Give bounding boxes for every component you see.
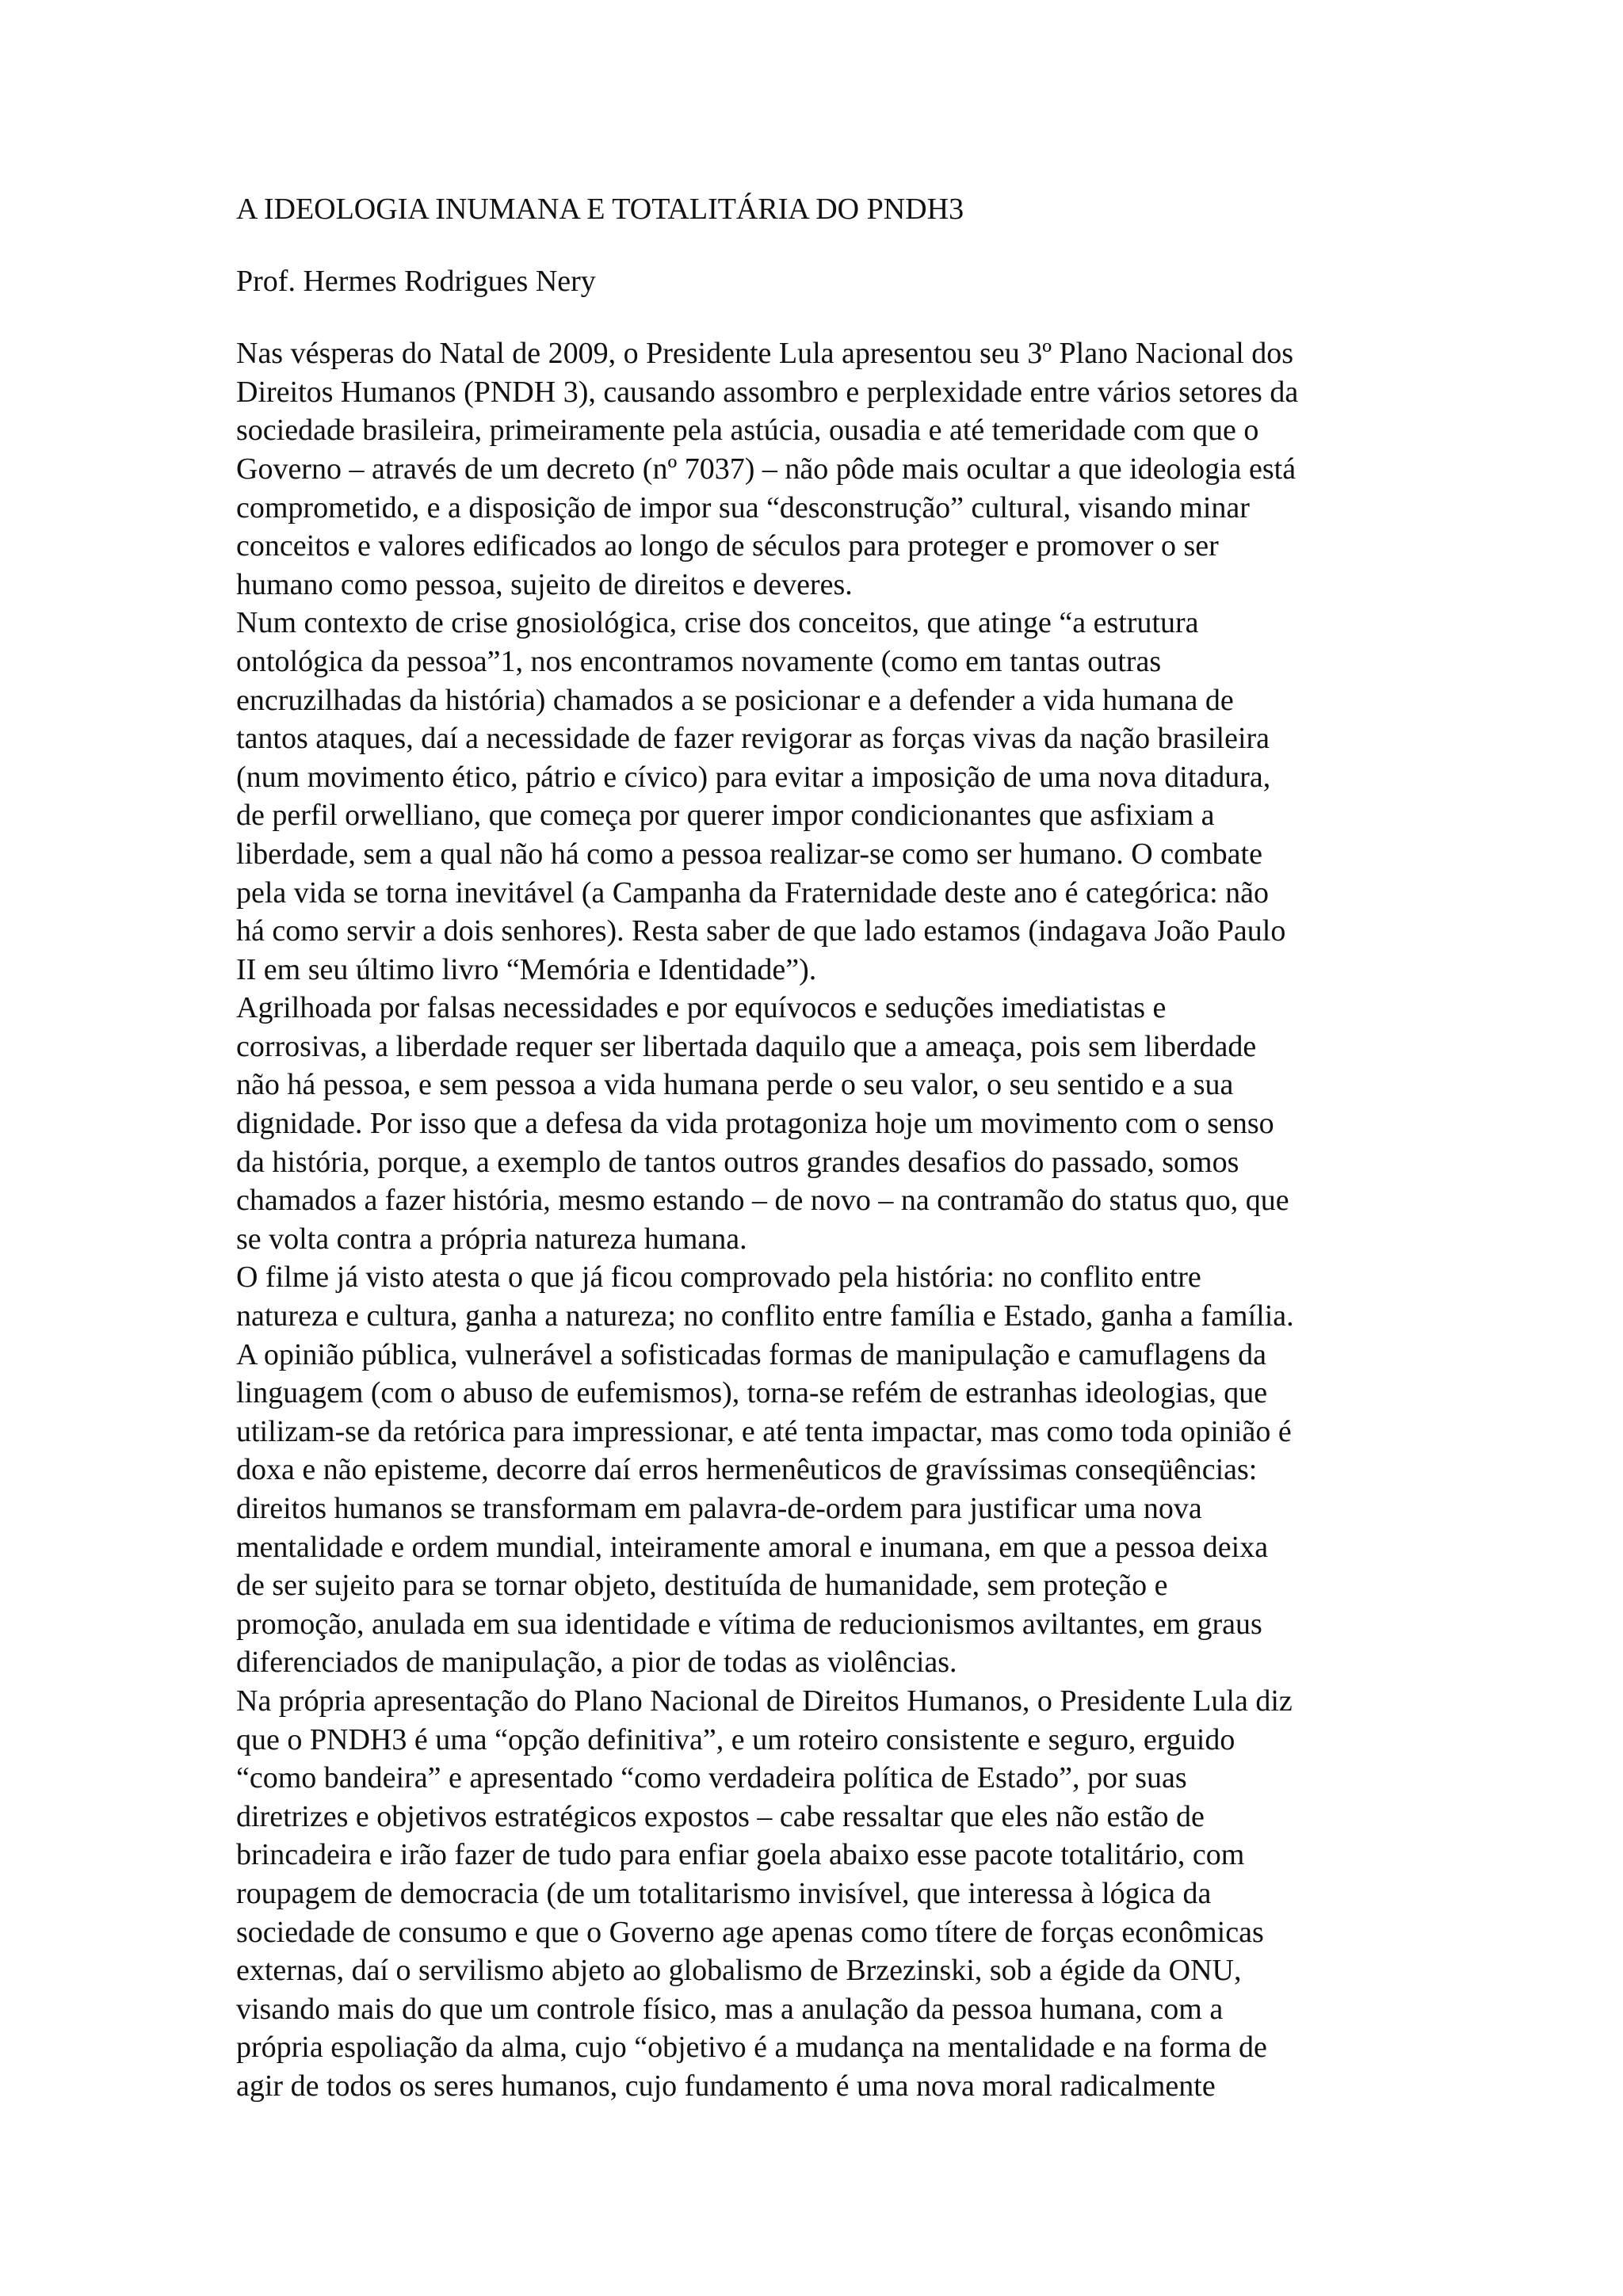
body-text-line: agir de todos os seres humanos, cujo fundamento é uma nova moral radicalmente — [236, 2069, 1216, 2103]
body-text-line: ontológica da pessoa”1, nos encontramos novamente (como em tantas outras — [236, 644, 1162, 678]
body-text-line: Agrilhoada por falsas necessidades e por equívocos e seduções imediatistas e — [236, 991, 1167, 1025]
document-author: Prof. Hermes Rodrigues Nery — [236, 264, 596, 298]
body-text-line: que o PNDH3 é uma “opção definitiva”, e um roteiro consistente e seguro, erguido — [236, 1722, 1235, 1756]
body-text-line: se volta contra a própria natureza humana. — [236, 1222, 747, 1256]
body-text-line: corrosivas, a liberdade requer ser libertada daquilo que a ameaça, pois sem liberdade — [236, 1029, 1257, 1063]
body-text-line: há como servir a dois senhores). Resta saber de que lado estamos (indagava João Paulo — [236, 914, 1286, 948]
body-text-line: natureza e cultura, ganha a natureza; no conflito entre família e Estado, ganha a família. — [236, 1299, 1294, 1333]
body-text-line: roupagem de democracia (de um totalitarismo invisível, que interessa à lógica da — [236, 1876, 1212, 1910]
body-text-line: conceitos e valores edificados ao longo de séculos para proteger e promover o ser — [236, 529, 1219, 563]
body-text-line: diferenciados de manipulação, a pior de todas as violências. — [236, 1646, 957, 1680]
body-text-line: Num contexto de crise gnosiológica, crise dos conceitos, que atinge “a estrutura — [236, 606, 1199, 640]
body-text-line: brincadeira e irão fazer de tudo para enfiar goela abaixo esse pacote totalitário, com — [236, 1838, 1245, 1872]
body-text-line: de perfil orwelliano, que começa por querer impor condicionantes que asfixiam a — [236, 799, 1215, 833]
body-text-line: Nas vésperas do Natal de 2009, o Presidente Lula apresentou seu 3º Plano Nacional dos — [236, 337, 1294, 371]
body-text-line: linguagem (com o abuso de eufemismos), torna-se refém de estranhas ideologias, que — [236, 1376, 1268, 1410]
body-text-line: diretrizes e objetivos estratégicos expostos – cabe ressaltar que eles não estão de — [236, 1799, 1205, 1833]
body-text-line: dignidade. Por isso que a defesa da vida protagoniza hoje um movimento com o senso — [236, 1107, 1274, 1141]
body-text-line: não há pessoa, e sem pessoa a vida humana perde o seu valor, o seu sentido e a sua — [236, 1068, 1234, 1102]
body-text-line: da história, porque, a exemplo de tantos outros grandes desafios do passado, somos — [236, 1145, 1239, 1179]
body-text-line: doxa e não episteme, decorre daí erros hermenêuticos de gravíssimas conseqüências: — [236, 1453, 1258, 1487]
body-text-line: tantos ataques, daí a necessidade de fazer revigorar as forças vivas da nação brasileira — [236, 722, 1270, 756]
body-text-line: comprometido, e a disposição de impor sua “desconstrução” cultural, visando minar — [236, 490, 1250, 524]
body-text-line: externas, daí o servilismo abjeto ao globalismo de Brzezinski, sob a égide da ONU, — [236, 1954, 1242, 1988]
body-text-line: pela vida se torna inevitável (a Campanha da Fraternidade deste ano é categórica: não — [236, 875, 1270, 910]
body-text-line: direitos humanos se transformam em palavra-de-ordem para justificar uma nova — [236, 1492, 1202, 1525]
document-body — [236, 334, 1401, 2105]
body-text-line: liberdade, sem a qual não há como a pessoa realizar-se como ser humano. O combate — [236, 837, 1262, 871]
body-text-line: Governo – através de um decreto (nº 7037) – não pôde mais ocultar a que ideologia está — [236, 452, 1296, 486]
body-text-line: O filme já visto atesta o que já ficou comprovado pela história: no conflito entre — [236, 1261, 1201, 1295]
body-text-line: Direitos Humanos (PNDH 3), causando assombro e perplexidade entre vários setores da — [236, 375, 1299, 409]
body-text-line: II em seu último livro “Memória e Identidade”). — [236, 952, 817, 986]
body-text-line: Na própria apresentação do Plano Nacional de Direitos Humanos, o Presidente Lula diz — [236, 1684, 1293, 1718]
document-content — [236, 190, 1401, 2106]
body-text-line: utilizam-se da retórica para impressionar, e até tenta impactar, mas como toda opinião é — [236, 1414, 1292, 1448]
body-text-line: A opinião pública, vulnerável a sofisticadas formas de manipulação e camuflagens da — [236, 1337, 1266, 1371]
body-text-line: humano como pessoa, sujeito de direitos e deveres. — [236, 567, 853, 601]
body-text-line: visando mais do que um controle físico, mas a anulação da pessoa humana, com a — [236, 1992, 1224, 2026]
body-text-line: “como bandeira” e apresentado “como verdadeira política de Estado”, por suas — [236, 1761, 1187, 1795]
body-text-line: promoção, anulada em sua identidade e vítima de reducionismos aviltantes, em graus — [236, 1607, 1262, 1641]
body-text-line: (num movimento ético, pátrio e cívico) para evitar a imposição de uma nova ditadura, — [236, 760, 1271, 794]
body-text-line: mentalidade e ordem mundial, inteiramente amoral e inumana, em que a pessoa deixa — [236, 1530, 1269, 1564]
body-text-line: encruzilhadas da história) chamados a se posicionar e a defender a vida humana de — [236, 683, 1234, 717]
body-text-line: sociedade brasileira, primeiramente pela astúcia, ousadia e até temeridade com que o — [236, 414, 1259, 448]
body-text-line: chamados a fazer história, mesmo estando – de novo – na contramão do status quo, que — [236, 1184, 1289, 1218]
body-text-line: sociedade de consumo e que o Governo age apenas como títere de forças econômicas — [236, 1915, 1264, 1949]
body-text-line: própria espoliação da alma, cujo “objetivo é a mudança na mentalidade e na forma de — [236, 2031, 1267, 2065]
body-text-line: de ser sujeito para se tornar objeto, destituída de humanidade, sem proteção e — [236, 1569, 1168, 1603]
document-title: A IDEOLOGIA INUMANA E TOTALITÁRIA DO PNDH3 — [236, 193, 964, 226]
